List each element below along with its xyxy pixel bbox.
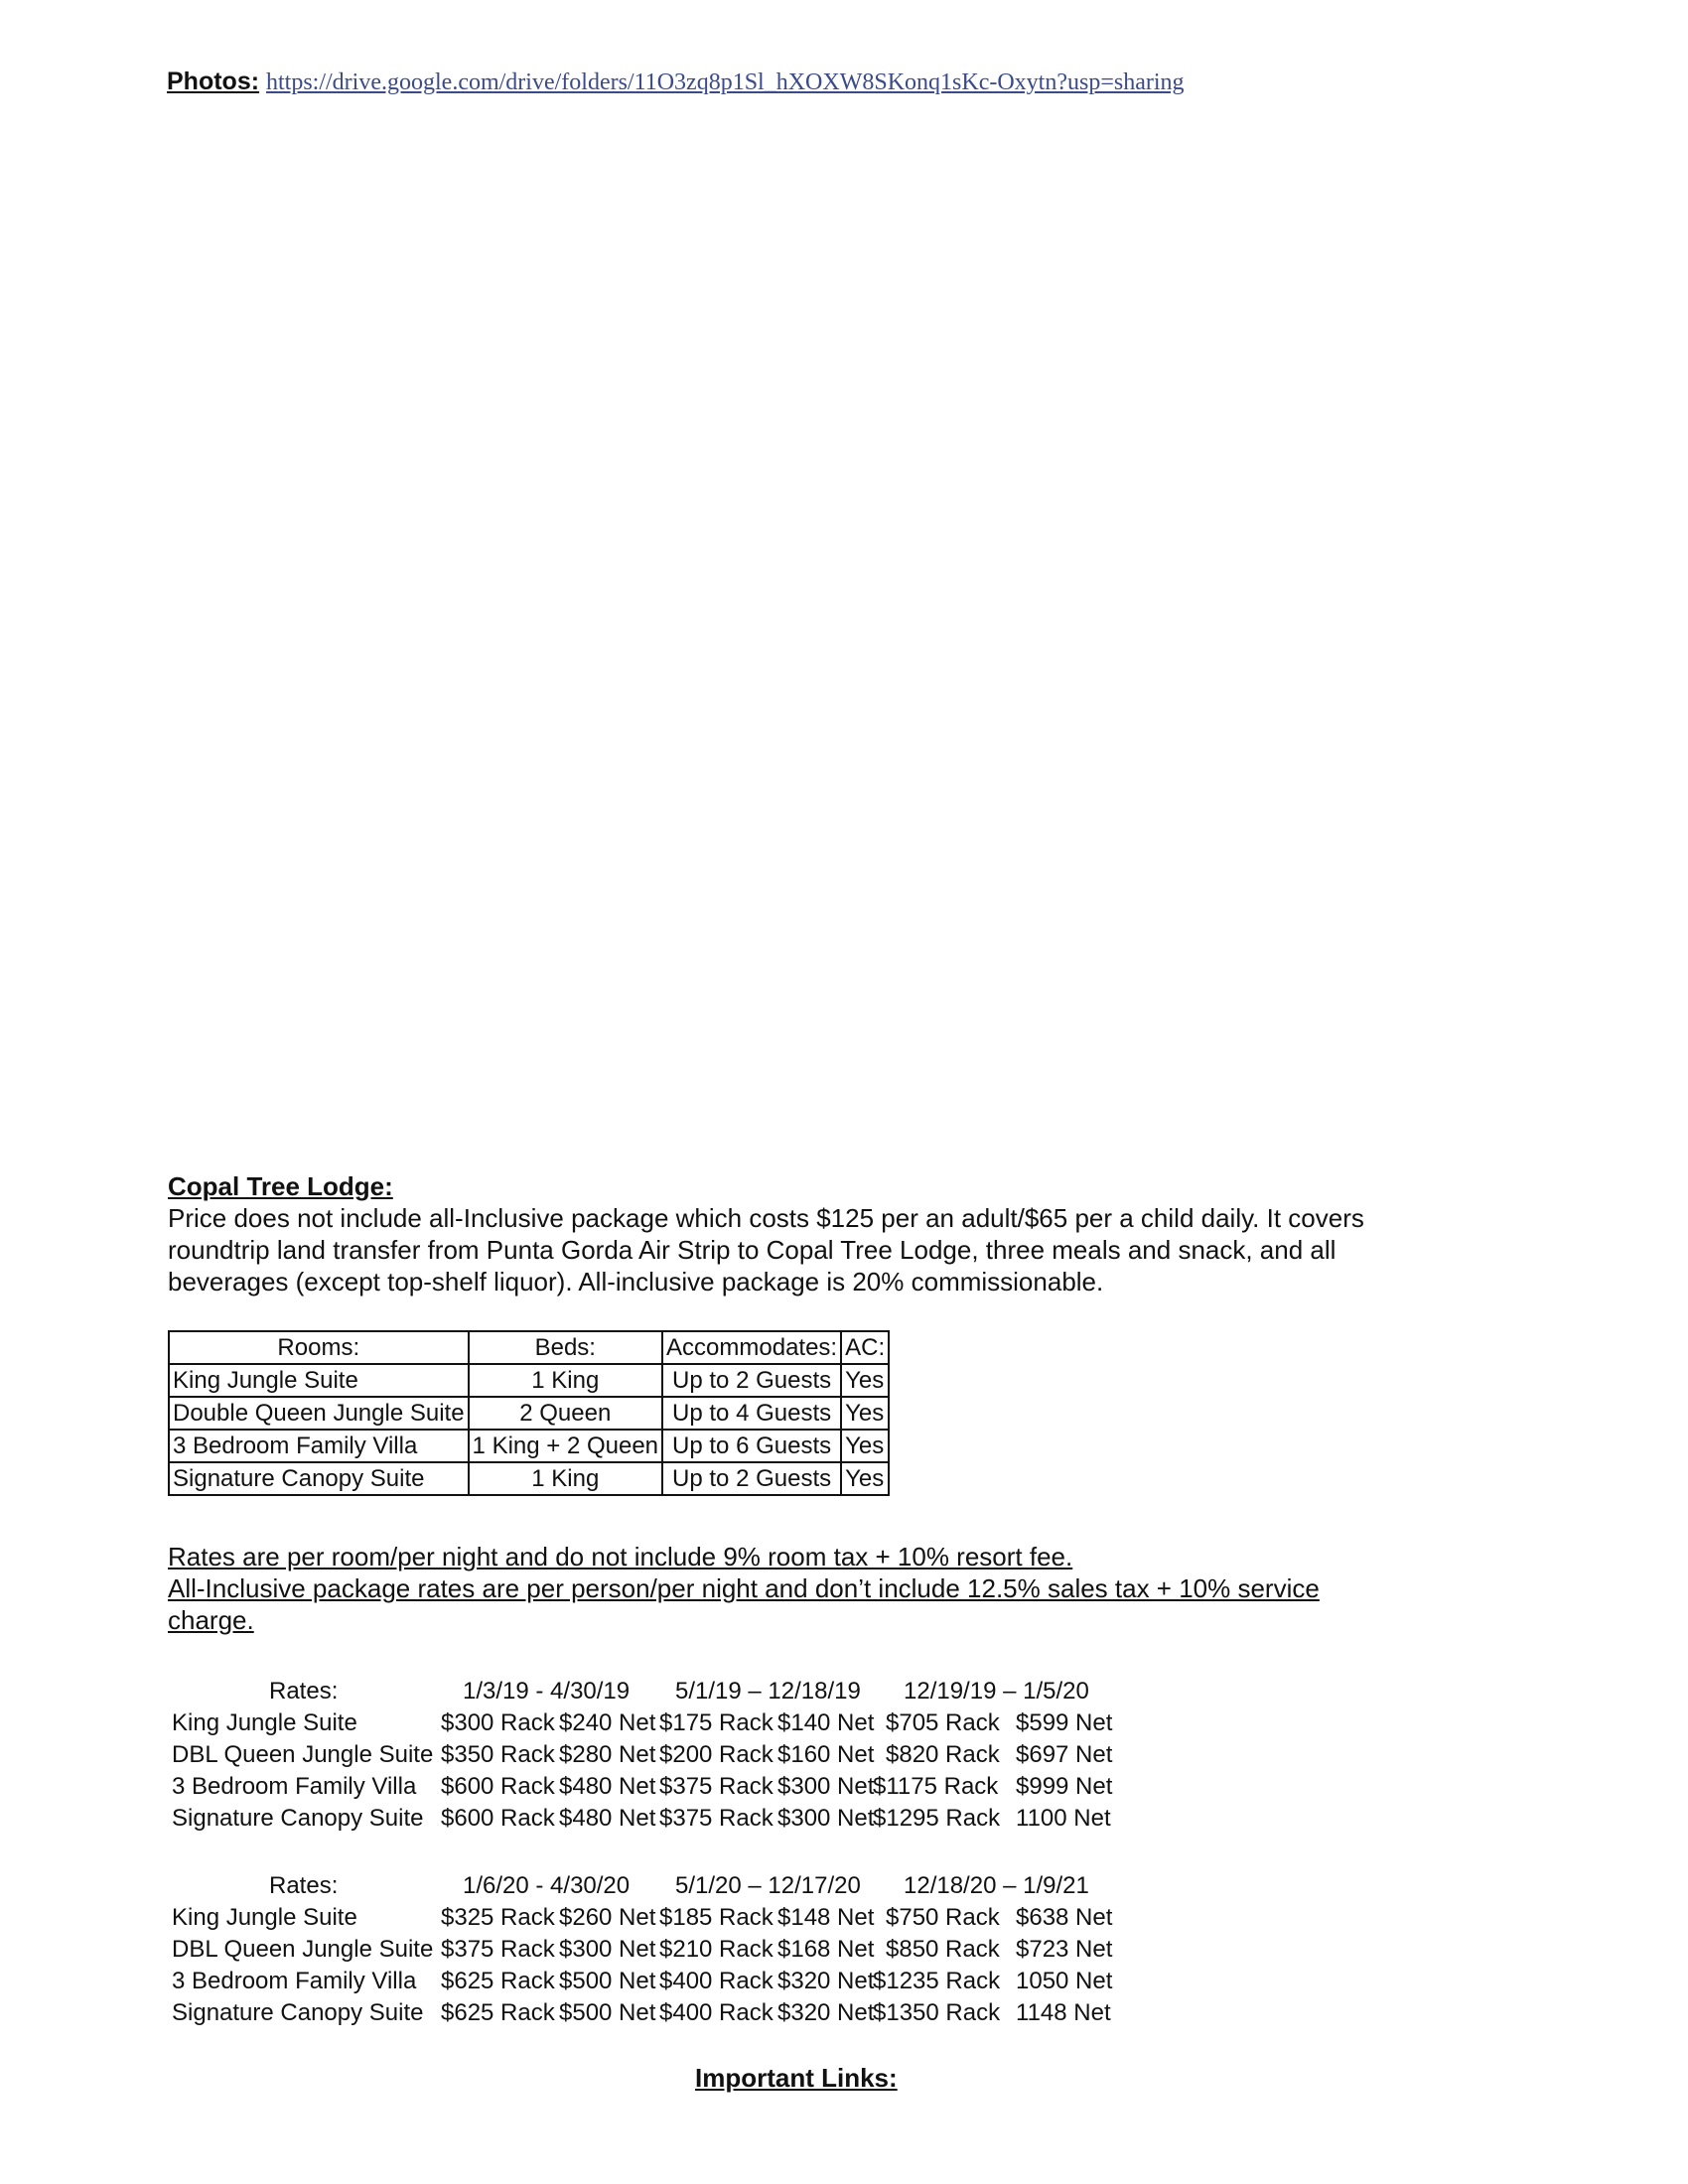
note-line: All-Inclusive package rates are per person/per night and don’t include 12.5% sales tax + 10% service — [168, 1573, 1320, 1603]
rate-value: $375 Rack — [441, 1936, 555, 1963]
table-row — [169, 1462, 889, 1495]
rates-period-2: 5/1/19 – 12/18/19 — [675, 1678, 861, 1705]
rate-room-name: King Jungle Suite — [172, 1904, 357, 1931]
rate-room-name: DBL Queen Jungle Suite — [172, 1936, 434, 1963]
rate-value: $350 Rack — [441, 1741, 555, 1768]
rate-value: $705 Rack — [886, 1709, 1000, 1736]
rooms-table-header — [169, 1331, 889, 1364]
rate-value: $300 Net — [559, 1936, 656, 1963]
rate-value: $625 Rack — [441, 1999, 555, 2026]
rate-value: $1295 Rack — [873, 1805, 1001, 1832]
room-beds: 1 King — [469, 1364, 662, 1397]
rates-label: Rates: — [269, 1678, 339, 1705]
header-accommodates: Accommodates: — [662, 1331, 841, 1364]
header-beds: Beds: — [469, 1331, 662, 1364]
rate-value: $850 Rack — [886, 1936, 1000, 1963]
rate-value: $300 Net — [777, 1773, 875, 1800]
rate-value: $280 Net — [559, 1741, 656, 1768]
table-row — [169, 1397, 889, 1430]
room-ac: Yes — [841, 1397, 889, 1430]
note-line: Rates are per room/per night and do not include 9% room tax + 10% resort fee. — [168, 1542, 1073, 1571]
rates-period-1: 1/6/20 - 4/30/20 — [463, 1872, 631, 1899]
lodge-intro-paragraph — [168, 1202, 1419, 1297]
rate-value: $175 Rack — [659, 1709, 774, 1736]
rate-value: $1175 Rack — [873, 1773, 999, 1800]
rate-value: $723 Net — [1016, 1936, 1113, 1963]
rate-room-name: 3 Bedroom Family Villa — [172, 1968, 417, 1994]
photos-link[interactable]: https://drive.google.com/drive/folders/11O3zq8p1Sl_hXOXW8SKonq1sKc-Oxytn?usp=sharing — [266, 69, 1185, 95]
rate-room-name: King Jungle Suite — [172, 1709, 357, 1736]
rate-value: 1100 Net — [1016, 1805, 1111, 1832]
intro-line: roundtrip land transfer from Punta Gorda Air Strip to Copal Tree Lodge, three meals and snack, and all — [168, 1235, 1336, 1265]
rate-room-name: Signature Canopy Suite — [172, 1999, 424, 2026]
room-ac: Yes — [841, 1364, 889, 1397]
header-rooms: Rooms: — [169, 1331, 469, 1364]
rate-value: $400 Rack — [659, 1968, 774, 1994]
lodge-heading: Copal Tree Lodge: — [168, 1171, 393, 1201]
room-beds: 1 King — [469, 1462, 662, 1495]
note-line: charge. — [168, 1605, 254, 1635]
rate-value: $625 Rack — [441, 1968, 555, 1994]
rate-value: $600 Rack — [441, 1805, 555, 1832]
rate-value: $260 Net — [559, 1904, 656, 1931]
rate-value: $500 Net — [559, 1999, 656, 2026]
room-ac: Yes — [841, 1462, 889, 1495]
rate-value: $1235 Rack — [873, 1968, 1001, 1994]
room-accommodates: Up to 4 Guests — [662, 1397, 841, 1430]
rate-value: $300 Rack — [441, 1709, 555, 1736]
rate-value: $140 Net — [777, 1709, 875, 1736]
rate-value: $210 Rack — [659, 1936, 774, 1963]
rate-room-name: 3 Bedroom Family Villa — [172, 1773, 417, 1800]
table-row — [169, 1430, 889, 1462]
room-name: King Jungle Suite — [169, 1364, 469, 1397]
rate-value: $300 Net — [777, 1805, 875, 1832]
room-accommodates: Up to 2 Guests — [662, 1462, 841, 1495]
rate-value: 1148 Net — [1016, 1999, 1111, 2026]
rooms-table — [168, 1330, 890, 1496]
rate-value: $325 Rack — [441, 1904, 555, 1931]
room-beds: 1 King + 2 Queen — [469, 1430, 662, 1462]
rates-period-3: 12/19/19 – 1/5/20 — [904, 1678, 1089, 1705]
photos-line — [167, 68, 1185, 96]
rate-value: $999 Net — [1016, 1773, 1113, 1800]
important-links-heading: Important Links: — [695, 2063, 898, 2093]
rate-room-name: DBL Queen Jungle Suite — [172, 1741, 434, 1768]
rate-value: $320 Net — [777, 1999, 875, 2026]
rate-value: $240 Net — [559, 1709, 656, 1736]
rate-value: $820 Rack — [886, 1741, 1000, 1768]
rate-value: $168 Net — [777, 1936, 875, 1963]
rate-value: $200 Rack — [659, 1741, 774, 1768]
intro-line: Price does not include all-Inclusive package which costs $125 per an adult/$65 per a child daily. It covers — [168, 1203, 1364, 1233]
rate-value: $375 Rack — [659, 1805, 774, 1832]
rate-value: $148 Net — [777, 1904, 875, 1931]
rate-value: $480 Net — [559, 1773, 656, 1800]
header-ac: AC: — [841, 1331, 889, 1364]
rate-value: $185 Rack — [659, 1904, 774, 1931]
room-beds: 2 Queen — [469, 1397, 662, 1430]
rate-value: $500 Net — [559, 1968, 656, 1994]
rates-period-3: 12/18/20 – 1/9/21 — [904, 1872, 1089, 1899]
rate-value: $320 Net — [777, 1968, 875, 1994]
room-name: Signature Canopy Suite — [169, 1462, 469, 1495]
room-accommodates: Up to 2 Guests — [662, 1364, 841, 1397]
rate-room-name: Signature Canopy Suite — [172, 1805, 424, 1832]
rate-value: $750 Rack — [886, 1904, 1000, 1931]
rates-period-2: 5/1/20 – 12/17/20 — [675, 1872, 861, 1899]
rate-value: $599 Net — [1016, 1709, 1113, 1736]
room-name: 3 Bedroom Family Villa — [169, 1430, 469, 1462]
rate-value: $160 Net — [777, 1741, 875, 1768]
room-name: Double Queen Jungle Suite — [169, 1397, 469, 1430]
rate-value: 1050 Net — [1016, 1968, 1113, 1994]
rate-value: $638 Net — [1016, 1904, 1113, 1931]
table-row — [169, 1364, 889, 1397]
room-ac: Yes — [841, 1430, 889, 1462]
rate-notes — [168, 1541, 1320, 1636]
intro-line: beverages (except top-shelf liquor). All-inclusive package is 20% commissionable. — [168, 1267, 1104, 1297]
rate-value: $600 Rack — [441, 1773, 555, 1800]
rate-value: $697 Net — [1016, 1741, 1113, 1768]
room-accommodates: Up to 6 Guests — [662, 1430, 841, 1462]
rate-value: $480 Net — [559, 1805, 656, 1832]
rates-period-1: 1/3/19 - 4/30/19 — [463, 1678, 631, 1705]
rate-value: $375 Rack — [659, 1773, 774, 1800]
rates-label: Rates: — [269, 1872, 339, 1899]
rate-value: $1350 Rack — [873, 1999, 1001, 2026]
rate-value: $400 Rack — [659, 1999, 774, 2026]
photos-label: Photos: — [167, 68, 260, 95]
